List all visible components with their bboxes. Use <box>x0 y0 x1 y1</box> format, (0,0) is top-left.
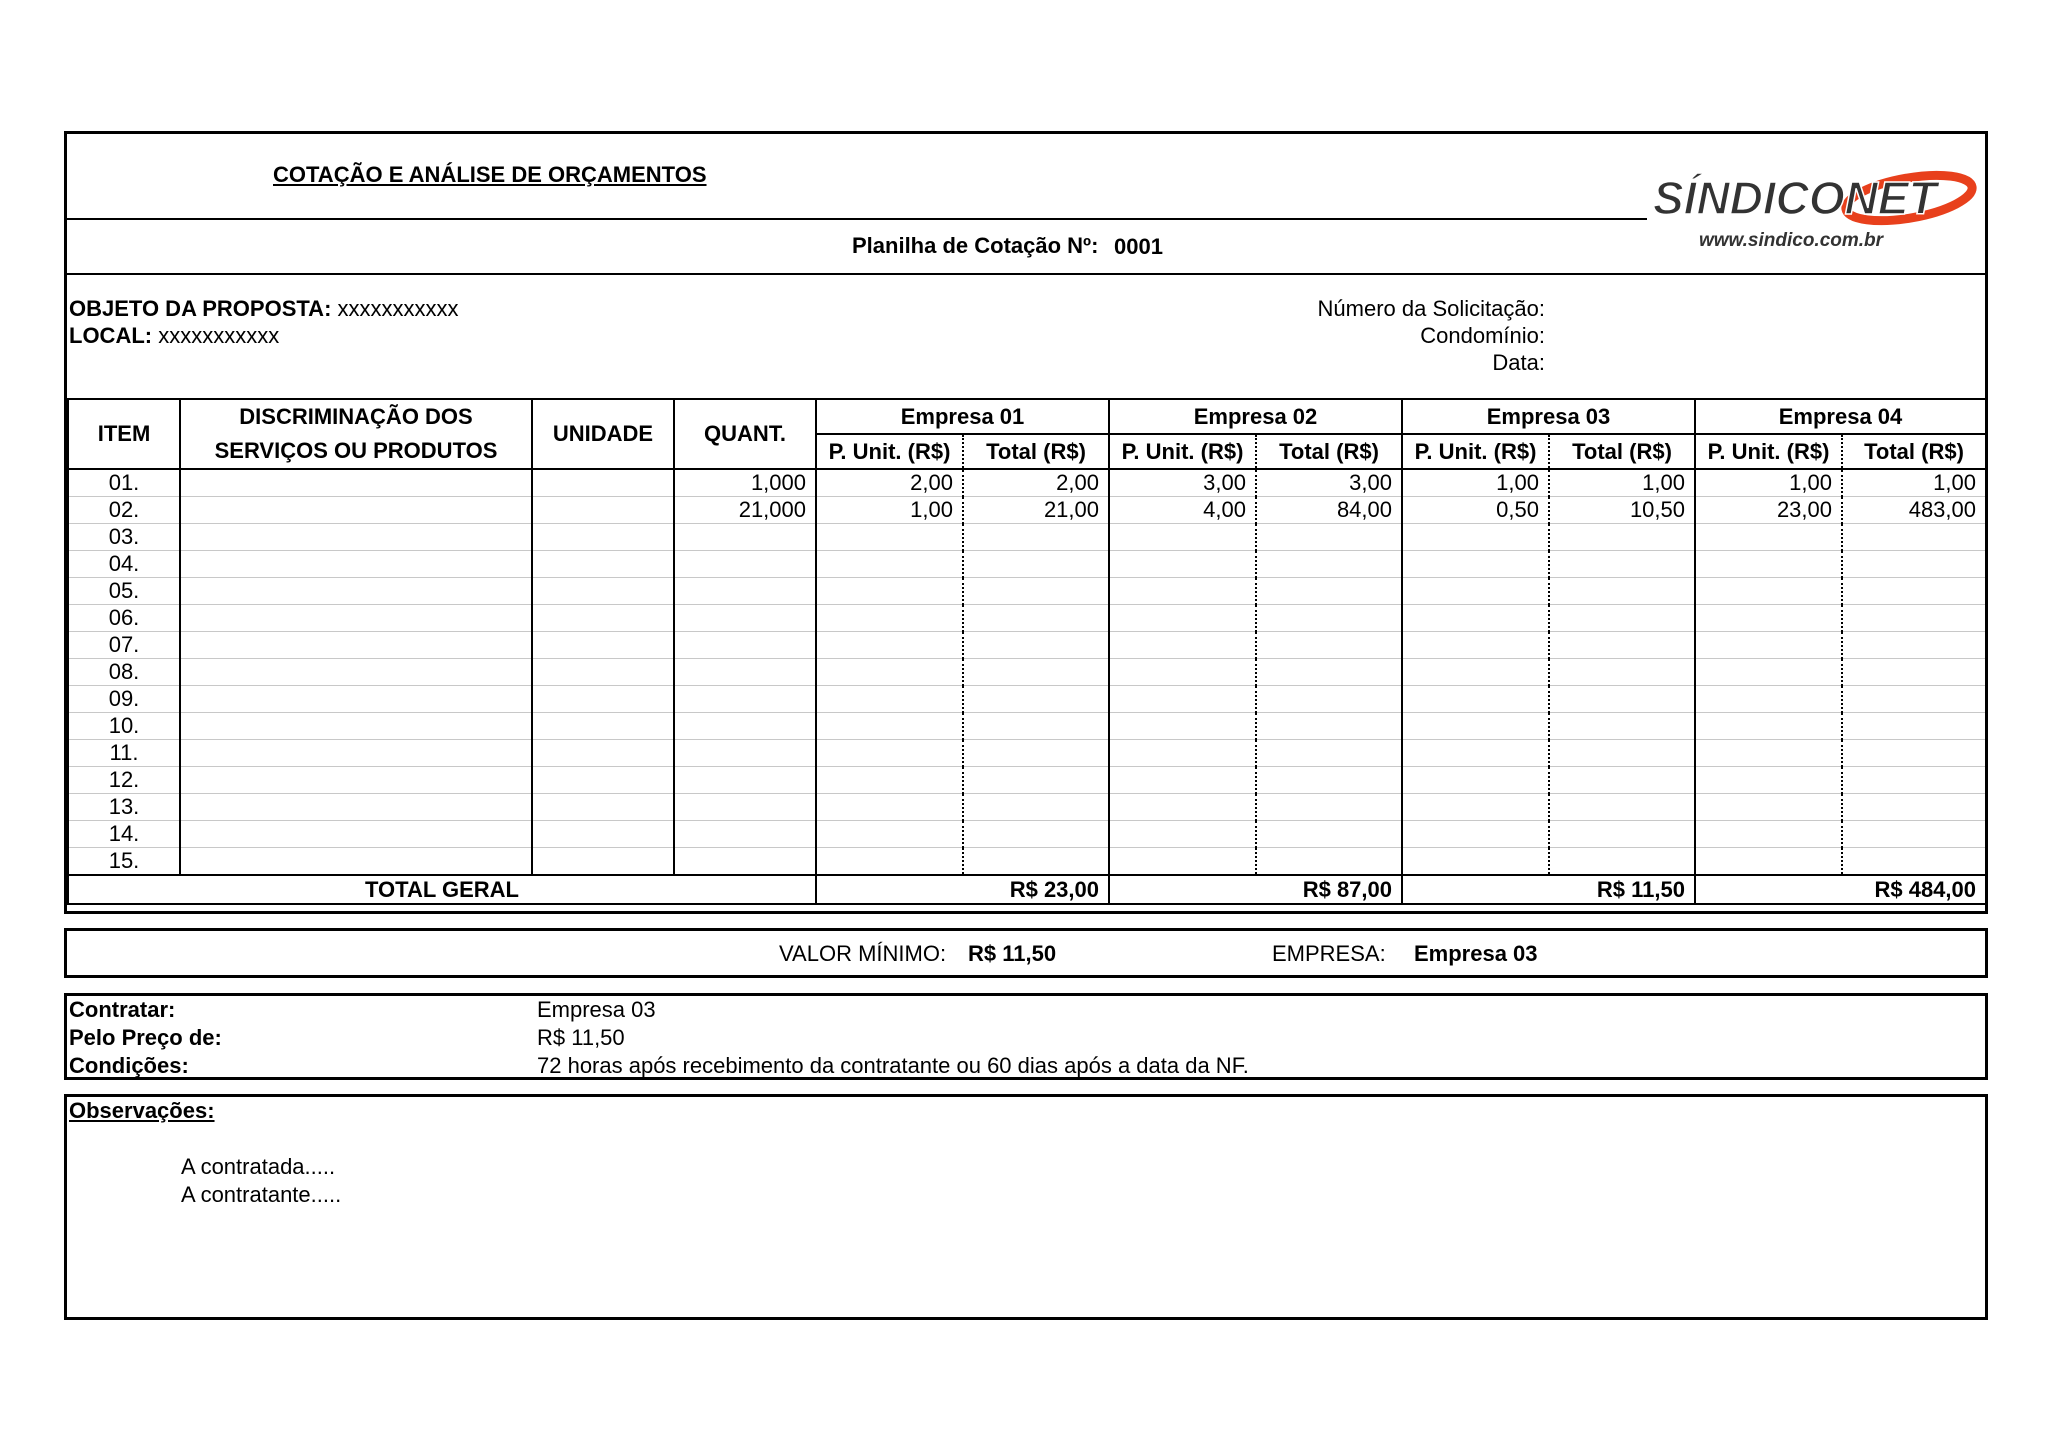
table-row <box>68 740 1986 767</box>
total-cell-3 <box>1549 686 1695 713</box>
punit-cell-2: 3,00 <box>1109 469 1256 497</box>
quant-cell: 21,000 <box>674 497 816 524</box>
unidade-cell <box>532 497 674 524</box>
descr-cell <box>180 632 532 659</box>
punit-cell-1 <box>816 848 963 876</box>
descr-cell <box>180 469 532 497</box>
col-quant-header: QUANT. <box>674 399 816 469</box>
table-row <box>68 767 1986 794</box>
punit-cell-3 <box>1402 632 1549 659</box>
document-title: COTAÇÃO E ANÁLISE DE ORÇAMENTOS <box>273 162 707 187</box>
total-cell-3 <box>1549 605 1695 632</box>
table-row <box>68 578 1986 605</box>
punit-cell-4 <box>1695 551 1842 578</box>
quant-cell <box>674 848 816 876</box>
item-cell: 05. <box>68 578 180 605</box>
punit-cell-3 <box>1402 686 1549 713</box>
quant-cell <box>674 632 816 659</box>
total-cell-1 <box>963 767 1109 794</box>
punit-cell-4: 23,00 <box>1695 497 1842 524</box>
unidade-cell <box>532 659 674 686</box>
unidade-cell <box>532 578 674 605</box>
total-cell-3 <box>1549 659 1695 686</box>
table-row <box>68 821 1986 848</box>
punit-cell-2 <box>1109 794 1256 821</box>
punit-cell-1 <box>816 686 963 713</box>
total-cell-2 <box>1256 767 1402 794</box>
numero-solicitacao-label: Número da Solicitação: <box>1317 296 1545 321</box>
table-header-row-1 <box>68 399 1986 434</box>
total-cell-2 <box>1256 821 1402 848</box>
punit-cell-3 <box>1402 578 1549 605</box>
contratar-value: Empresa 03 <box>537 997 656 1022</box>
punit-cell-2 <box>1109 632 1256 659</box>
unidade-cell <box>532 740 674 767</box>
quotation-sheet <box>64 131 1988 914</box>
punit-cell-2 <box>1109 740 1256 767</box>
unidade-cell <box>532 767 674 794</box>
item-cell: 06. <box>68 605 180 632</box>
punit-header-1: P. Unit. (R$) <box>816 434 963 469</box>
table-row <box>68 848 1986 876</box>
total-company-3: R$ 11,50 <box>1402 875 1695 904</box>
observacoes-label: Observações: <box>69 1098 215 1123</box>
punit-cell-2 <box>1109 713 1256 740</box>
total-cell-1 <box>963 740 1109 767</box>
total-cell-2 <box>1256 794 1402 821</box>
quant-cell <box>674 821 816 848</box>
sindiconet-logo-graphic <box>1647 164 1987 254</box>
punit-cell-4 <box>1695 605 1842 632</box>
col-unidade-header: UNIDADE <box>532 399 674 469</box>
contratar-box <box>64 993 1988 1080</box>
total-cell-4 <box>1842 551 1986 578</box>
punit-cell-2: 4,00 <box>1109 497 1256 524</box>
item-cell: 12. <box>68 767 180 794</box>
observacoes-box <box>64 1094 1988 1320</box>
punit-cell-1: 2,00 <box>816 469 963 497</box>
punit-cell-3 <box>1402 740 1549 767</box>
total-cell-4 <box>1842 848 1986 876</box>
total-cell-1 <box>963 821 1109 848</box>
total-cell-4 <box>1842 767 1986 794</box>
quant-cell <box>674 605 816 632</box>
header-divider <box>67 273 1985 275</box>
total-cell-4 <box>1842 821 1986 848</box>
total-cell-4 <box>1842 659 1986 686</box>
punit-cell-4 <box>1695 686 1842 713</box>
punit-cell-1 <box>816 794 963 821</box>
local-value: xxxxxxxxxxx <box>158 323 280 348</box>
total-header-1: Total (R$) <box>963 434 1109 469</box>
punit-cell-3 <box>1402 848 1549 876</box>
punit-cell-4 <box>1695 740 1842 767</box>
table-row <box>68 551 1986 578</box>
valor-minimo-box <box>64 928 1988 978</box>
table-row <box>68 469 1986 497</box>
punit-cell-3 <box>1402 551 1549 578</box>
condicoes-value: 72 horas após recebimento da contratante ou 60 dias após a data da NF. <box>537 1053 1249 1078</box>
punit-header-2: P. Unit. (R$) <box>1109 434 1256 469</box>
punit-cell-3 <box>1402 794 1549 821</box>
total-company-4: R$ 484,00 <box>1695 875 1986 904</box>
quotation-table <box>67 398 1987 905</box>
preco-value: R$ 11,50 <box>537 1025 625 1050</box>
table-row <box>68 794 1986 821</box>
quant-cell <box>674 524 816 551</box>
punit-cell-4 <box>1695 659 1842 686</box>
descr-cell <box>180 659 532 686</box>
total-cell-2 <box>1256 632 1402 659</box>
quant-cell <box>674 551 816 578</box>
descr-cell <box>180 551 532 578</box>
total-cell-2 <box>1256 605 1402 632</box>
item-cell: 14. <box>68 821 180 848</box>
unidade-cell <box>532 469 674 497</box>
total-cell-3 <box>1549 767 1695 794</box>
total-cell-2 <box>1256 848 1402 876</box>
total-cell-4: 483,00 <box>1842 497 1986 524</box>
table-row <box>68 713 1986 740</box>
punit-cell-4 <box>1695 794 1842 821</box>
total-cell-3: 1,00 <box>1549 469 1695 497</box>
descr-cell <box>180 524 532 551</box>
total-cell-1 <box>963 848 1109 876</box>
table-row <box>68 524 1986 551</box>
punit-cell-4 <box>1695 848 1842 876</box>
col-item-header: ITEM <box>68 399 180 469</box>
total-cell-2 <box>1256 659 1402 686</box>
item-cell: 04. <box>68 551 180 578</box>
punit-cell-3 <box>1402 767 1549 794</box>
total-cell-2 <box>1256 578 1402 605</box>
punit-cell-1 <box>816 659 963 686</box>
total-cell-3 <box>1549 821 1695 848</box>
item-cell: 13. <box>68 794 180 821</box>
punit-cell-4 <box>1695 524 1842 551</box>
title-divider <box>67 218 1647 220</box>
total-cell-4 <box>1842 740 1986 767</box>
total-cell-1 <box>963 632 1109 659</box>
total-cell-4 <box>1842 605 1986 632</box>
col-descr-header-line1: DISCRIMINAÇÃO DOS <box>239 404 473 429</box>
quant-cell <box>674 659 816 686</box>
total-cell-3 <box>1549 551 1695 578</box>
total-cell-1 <box>963 551 1109 578</box>
unidade-cell <box>532 848 674 876</box>
punit-cell-4 <box>1695 821 1842 848</box>
unidade-cell <box>532 686 674 713</box>
valor-minimo-value: R$ 11,50 <box>968 941 1057 966</box>
table-body <box>68 469 1986 875</box>
punit-cell-3 <box>1402 821 1549 848</box>
total-cell-4 <box>1842 686 1986 713</box>
quant-cell <box>674 686 816 713</box>
punit-cell-2 <box>1109 848 1256 876</box>
total-company-2: R$ 87,00 <box>1109 875 1402 904</box>
table-row <box>68 632 1986 659</box>
item-cell: 01. <box>68 469 180 497</box>
punit-cell-1 <box>816 524 963 551</box>
punit-cell-3: 1,00 <box>1402 469 1549 497</box>
quant-cell <box>674 767 816 794</box>
descr-cell <box>180 794 532 821</box>
punit-cell-3 <box>1402 524 1549 551</box>
punit-cell-1 <box>816 578 963 605</box>
total-cell-4 <box>1842 632 1986 659</box>
punit-header-4: P. Unit. (R$) <box>1695 434 1842 469</box>
unidade-cell <box>532 794 674 821</box>
item-cell: 02. <box>68 497 180 524</box>
total-cell-1: 21,00 <box>963 497 1109 524</box>
total-label: TOTAL GERAL <box>68 875 816 904</box>
punit-cell-1 <box>816 821 963 848</box>
punit-cell-4 <box>1695 713 1842 740</box>
logo-wordmark: SÍNDICONET <box>1653 172 1937 224</box>
punit-cell-2 <box>1109 551 1256 578</box>
empresa-label: EMPRESA: <box>1272 941 1386 966</box>
punit-cell-3 <box>1402 605 1549 632</box>
total-cell-3 <box>1549 713 1695 740</box>
quant-cell <box>674 740 816 767</box>
total-company-1: R$ 23,00 <box>816 875 1109 904</box>
total-cell-1 <box>963 686 1109 713</box>
objeto-line <box>69 296 459 322</box>
table-row <box>68 659 1986 686</box>
item-cell: 09. <box>68 686 180 713</box>
punit-cell-3 <box>1402 659 1549 686</box>
punit-cell-4 <box>1695 578 1842 605</box>
punit-cell-2 <box>1109 524 1256 551</box>
total-cell-3: 10,50 <box>1549 497 1695 524</box>
total-cell-2 <box>1256 740 1402 767</box>
total-cell-1 <box>963 794 1109 821</box>
total-cell-4: 1,00 <box>1842 469 1986 497</box>
total-cell-2: 84,00 <box>1256 497 1402 524</box>
total-cell-3 <box>1549 632 1695 659</box>
quant-cell <box>674 578 816 605</box>
total-cell-4 <box>1842 713 1986 740</box>
descr-cell <box>180 821 532 848</box>
total-header-3: Total (R$) <box>1549 434 1695 469</box>
total-row <box>68 875 1986 904</box>
planilha-number: 0001 <box>1114 234 1163 259</box>
descr-cell <box>180 740 532 767</box>
total-cell-1 <box>963 524 1109 551</box>
col-descr-header <box>180 399 532 469</box>
punit-cell-2 <box>1109 578 1256 605</box>
descr-cell <box>180 848 532 876</box>
descr-cell <box>180 605 532 632</box>
condominio-label: Condomínio: <box>1420 323 1545 348</box>
company-header-3: Empresa 03 <box>1402 399 1695 434</box>
total-cell-3 <box>1549 794 1695 821</box>
planilha-label: Planilha de Cotação Nº: <box>852 233 1099 258</box>
punit-cell-1: 1,00 <box>816 497 963 524</box>
punit-cell-1 <box>816 767 963 794</box>
total-cell-1 <box>963 578 1109 605</box>
total-cell-2 <box>1256 551 1402 578</box>
local-line <box>69 323 279 349</box>
descr-cell <box>180 713 532 740</box>
col-descr-header-line2: SERVIÇOS OU PRODUTOS <box>214 438 498 463</box>
item-cell: 15. <box>68 848 180 876</box>
quant-cell <box>674 713 816 740</box>
unidade-cell <box>532 605 674 632</box>
objeto-label: OBJETO DA PROPOSTA: <box>69 296 332 321</box>
empresa-value: Empresa 03 <box>1414 941 1538 966</box>
punit-cell-4 <box>1695 632 1842 659</box>
total-cell-2 <box>1256 713 1402 740</box>
total-cell-3 <box>1549 848 1695 876</box>
punit-cell-4 <box>1695 767 1842 794</box>
observacao-line-1: A contratada..... <box>181 1154 336 1179</box>
company-header-4: Empresa 04 <box>1695 399 1986 434</box>
total-cell-3 <box>1549 740 1695 767</box>
total-cell-2 <box>1256 686 1402 713</box>
objeto-value: xxxxxxxxxxx <box>337 296 459 321</box>
punit-cell-1 <box>816 740 963 767</box>
unidade-cell <box>532 632 674 659</box>
company-header-1: Empresa 01 <box>816 399 1109 434</box>
quant-cell <box>674 794 816 821</box>
descr-cell <box>180 497 532 524</box>
descr-cell <box>180 686 532 713</box>
punit-cell-1 <box>816 713 963 740</box>
total-cell-1: 2,00 <box>963 469 1109 497</box>
item-cell: 08. <box>68 659 180 686</box>
total-header-4: Total (R$) <box>1842 434 1986 469</box>
total-cell-2 <box>1256 524 1402 551</box>
item-cell: 11. <box>68 740 180 767</box>
punit-cell-3: 0,50 <box>1402 497 1549 524</box>
punit-header-3: P. Unit. (R$) <box>1402 434 1549 469</box>
logo-url: www.sindico.com.br <box>1699 230 1884 251</box>
punit-cell-2 <box>1109 767 1256 794</box>
descr-cell <box>180 578 532 605</box>
preco-label: Pelo Preço de: <box>69 1025 222 1050</box>
total-cell-1 <box>963 659 1109 686</box>
total-cell-4 <box>1842 794 1986 821</box>
punit-cell-2 <box>1109 821 1256 848</box>
punit-cell-2 <box>1109 686 1256 713</box>
punit-cell-2 <box>1109 605 1256 632</box>
unidade-cell <box>532 551 674 578</box>
punit-cell-1 <box>816 605 963 632</box>
item-cell: 07. <box>68 632 180 659</box>
total-cell-3 <box>1549 578 1695 605</box>
punit-cell-1 <box>816 551 963 578</box>
item-cell: 10. <box>68 713 180 740</box>
table-row <box>68 605 1986 632</box>
total-header-2: Total (R$) <box>1256 434 1402 469</box>
local-label: LOCAL: <box>69 323 153 348</box>
punit-cell-4: 1,00 <box>1695 469 1842 497</box>
punit-cell-2 <box>1109 659 1256 686</box>
unidade-cell <box>532 713 674 740</box>
observacao-line-2: A contratante..... <box>181 1182 342 1207</box>
table-row <box>68 686 1986 713</box>
condicoes-label: Condições: <box>69 1053 189 1078</box>
total-cell-4 <box>1842 524 1986 551</box>
descr-cell <box>180 767 532 794</box>
company-header-2: Empresa 02 <box>1109 399 1402 434</box>
item-cell: 03. <box>68 524 180 551</box>
table-row <box>68 497 1986 524</box>
punit-cell-3 <box>1402 713 1549 740</box>
unidade-cell <box>532 524 674 551</box>
total-cell-3 <box>1549 524 1695 551</box>
total-cell-1 <box>963 605 1109 632</box>
valor-minimo-label: VALOR MÍNIMO: <box>779 941 947 966</box>
data-label: Data: <box>1492 350 1545 375</box>
total-cell-1 <box>963 713 1109 740</box>
total-cell-4 <box>1842 578 1986 605</box>
punit-cell-1 <box>816 632 963 659</box>
unidade-cell <box>532 821 674 848</box>
total-cell-2: 3,00 <box>1256 469 1402 497</box>
contratar-label: Contratar: <box>69 997 176 1022</box>
sindiconet-logo <box>1647 164 1987 254</box>
quant-cell: 1,000 <box>674 469 816 497</box>
